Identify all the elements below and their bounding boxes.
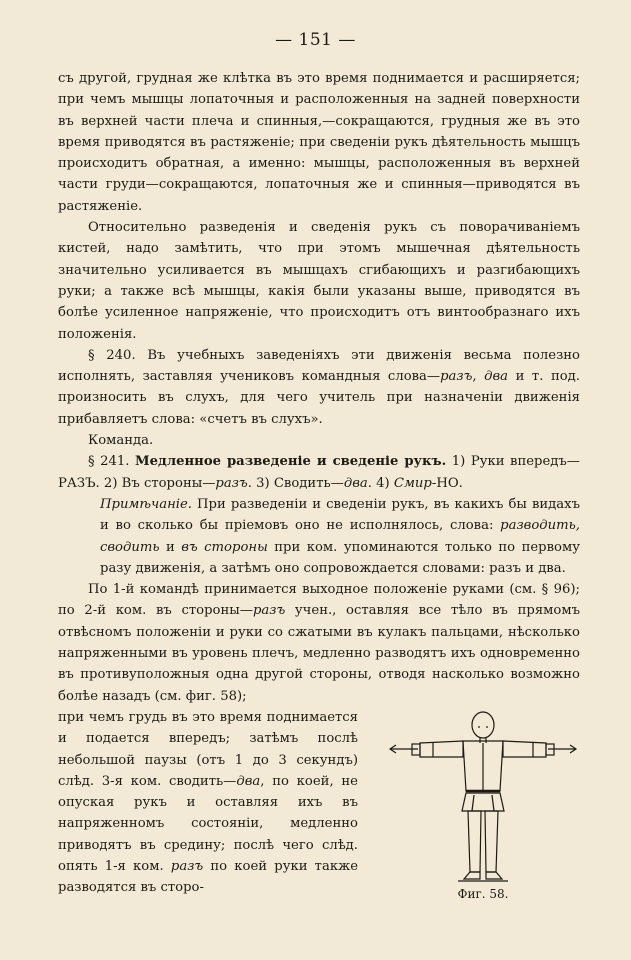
left-foot — [464, 872, 480, 879]
page-body — [58, 68, 580, 899]
figure-tunic — [462, 793, 504, 811]
paragraph-2: Относительно разведенія и сведенія рукъ съ поворачиваніемъ кистей, надо замѣтить, что при этомъ мышечная дѣятельность значительно усиливается въ мышцахъ сгибающихъ и разгибающихъ руки; а также всѣ мышцы, какія были указаны выше, приводятся въ болѣе усиленное напряженіе, что происходитъ отъ винтообразнаго ихъ положенія. — [58, 220, 580, 342]
paragraph-8-text-a: при чемъ грудь въ это время поднимается и подается впередъ; затѣмъ послѣ небольшой паузы (отъ 1 до 3 секундъ) слѣд. 3-я ком. сводить— — [58, 709, 358, 789]
note-paragraph — [58, 494, 580, 579]
left-leg — [468, 811, 481, 872]
note-label: Примѣчаніе. — [100, 496, 192, 512]
right-leg — [485, 811, 498, 872]
paragraph-7-text-a: По 1-й командѣ принимается выходное положеніе руками (см. § 96); по 2-й ком. въ стороны— — [58, 582, 580, 619]
note-text-b: и — [159, 539, 182, 555]
paragraph-7-text-b: учен., оставляя все тѣло въ прямомъ отвѣсномъ положеніи и руки со сжатыми въ кулакъ пальцами, нѣсколько напряженными въ уровень плечъ, медленно разводятъ ихъ одновременно въ противуположныя одна другой стороны, отводя насколько возможно болѣе назадъ (см. фиг. 58); — [58, 603, 581, 704]
figure-58-illustration — [388, 707, 578, 885]
text-with-figure — [58, 707, 580, 899]
word-dva: два — [484, 369, 509, 385]
figure-head — [472, 712, 494, 738]
paragraph-241-text-d: . 4) — [367, 475, 394, 491]
paragraph-240-text-a: § 240. Въ учебныхъ заведеніяхъ эти движенія весьма полезно исполнять, заставляя учениковъ командныя слова— — [58, 347, 580, 385]
paragraph-240-text-b: , — [472, 369, 485, 385]
note-words-2: въ стороны — [181, 539, 268, 555]
page-number: — 151 — — [275, 30, 356, 50]
right-foot — [486, 872, 502, 879]
word-dva-3: два — [236, 773, 261, 789]
paragraph-241-text-b: 1) Руки впередъ—РАЗЪ. 2) Въ стороны— — [58, 454, 580, 491]
word-raz-4: разъ — [170, 858, 204, 874]
section-title: Медленное разведеніе и сведеніе рукъ. — [135, 454, 447, 470]
paragraph-8 — [58, 707, 358, 899]
word-raz-2: разъ — [215, 475, 248, 491]
word-raz-3: разъ — [252, 603, 286, 619]
paragraph-241-text-e: -НО. — [431, 475, 463, 491]
paragraph-241-text-a: § 241. — [88, 454, 136, 470]
left-arm — [420, 741, 463, 757]
command-label: Команда. — [88, 433, 154, 449]
paragraph-1: съ другой, грудная же клѣтка въ это время поднимается и расширяется; при чемъ мышцы лопаточныя и расположенныя на задней поверхности въ верхней части плеча и спинныя,—сокращаются, грудныя же въ это время приводятся въ растяженіе; при сведеніи рукъ дѣятельность мышцъ происходитъ обратная, а именно: мышцы, расположенныя въ верхней части груди—сокращаются, лопаточныя же и спинныя—приводятся въ растяженіе. — [58, 71, 580, 214]
note-text-c: при ком. упоминаются только по первому разу движенія, а затѣмъ оно сопровождается словами: разъ и два. — [100, 539, 580, 576]
paragraph-240 — [58, 345, 580, 430]
paragraph-8-text-c: по коей руки также разводятся въ сторо- — [58, 858, 359, 896]
figure-caption: Фиг. 58. — [457, 886, 509, 901]
figure-58 — [388, 707, 578, 899]
word-raz: разъ — [440, 369, 473, 385]
word-smir: Смир — [393, 475, 432, 491]
right-arm — [503, 741, 546, 757]
note-words-1: разводить, сводить — [100, 518, 580, 555]
paragraph-241-text-c: . 3) Сводить— — [247, 475, 344, 491]
paragraph-8-text-b: , по коей, не опуская рукъ и оставляя ихъ въ напряженномъ состояніи, медленно приводятъ въ средину; послѣ чего слѣд. опять 1-я ком. — [58, 773, 358, 874]
paragraph-241 — [58, 451, 580, 494]
word-dva-2: два — [343, 475, 368, 491]
note-text-a: При разведеніи и сведеніи рукъ, въ какихъ бы видахъ и во сколько бы пріемовъ оно не исполнялось, слова: — [100, 496, 580, 534]
paragraph-240-text-c: и т. под. произносить въ слухъ, для чего учитель при назначеніи движенія прибавляетъ слова: «счетъ въ слухъ». — [58, 369, 580, 427]
paragraph-7 — [58, 579, 580, 707]
